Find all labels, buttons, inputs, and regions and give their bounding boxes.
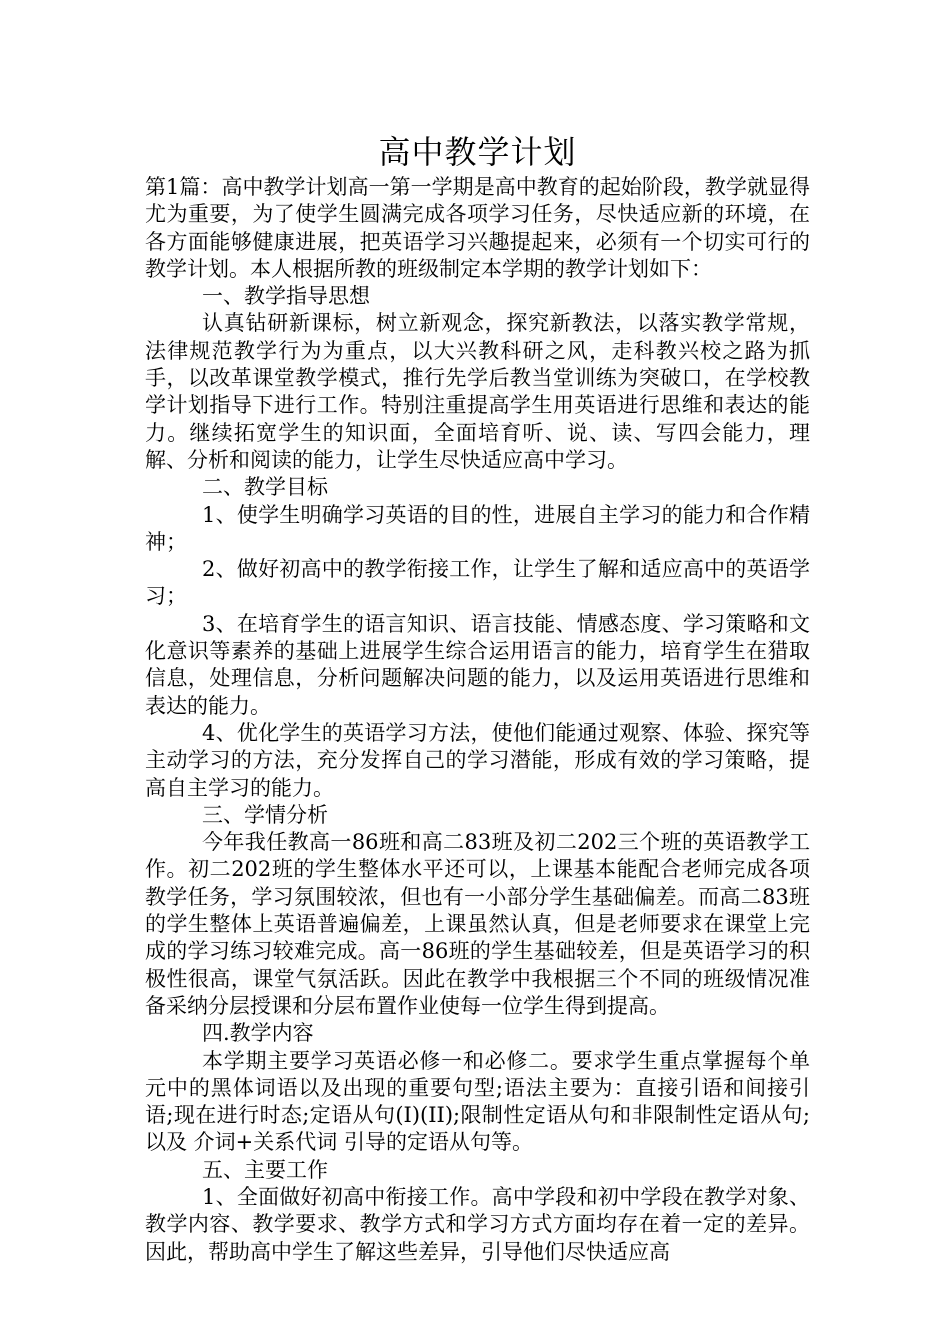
- section-heading: 五、主要工作: [202, 1157, 328, 1182]
- paragraph: 1、全面做好初高中衔接工作。高中学段和初中学段在教学对象、教学内容、教学要求、教学方式和学习方式方面均存在着一定的差异。因此，帮助高中学生了解这些差异，引导他们尽快适应高: [145, 1184, 810, 1264]
- section-heading: 三、学情分析: [202, 802, 328, 827]
- document-page: [145, 130, 810, 1266]
- section-heading: 四.教学内容: [202, 1021, 314, 1046]
- list-item: 4、优化学生的英语学习方法，使他们能通过观察、体验、探究等主动学习的方法，充分发挥自己的学习潜能，形成有效的学习策略，提高自主学习的能力。: [145, 720, 810, 800]
- section-heading: 一、教学指导思想: [202, 284, 370, 309]
- document-title: 高中教学计划: [378, 133, 577, 171]
- document-body: [145, 174, 810, 1266]
- list-item: 1、使学生明确学习英语的目的性，进展自主学习的能力和合作精神；: [145, 502, 810, 554]
- paragraph: 认真钻研新课标，树立新观念，探究新教法，以落实教学常规，法律规范教学行为为重点，以大兴教科研之风，走科教兴校之路为抓手，以改革课堂教学模式，推行先学后教当堂训练为突破口，在学校教学计划指导下进行工作。特别注重提高学生用英语进行思维和表达的能力。继续拓宽学生的知识面，全面培育听、说、读、写四会能力，理解、分析和阅读的能力，让学生尽快适应高中学习。: [145, 311, 810, 472]
- list-item: 2、做好初高中的教学衔接工作，让学生了解和适应高中的英语学习；: [145, 557, 810, 609]
- paragraph: 第1篇：高中教学计划高一第一学期是高中教育的起始阶段，教学就显得尤为重要，为了使学生圆满完成各项学习任务，尽快适应新的环境，在各方面能够健康进展，把英语学习兴趣提起来，必须有一个切实可行的教学计划。本人根据所教的班级制定本学期的教学计划如下：: [145, 175, 810, 281]
- section-heading: 二、教学目标: [202, 475, 328, 500]
- paragraph: 今年我任教高一86班和高二83班及初二202三个班的英语教学工作。初二202班的学生整体水平还可以，上课基本能配合老师完成各项教学任务，学习氛围较浓，但也有一小部分学生基础偏差。而高二83班的学生整体上英语普遍偏差，上课虽然认真，但是老师要求在课堂上完成的学习练习较难完成。高一86班的学生基础较差，但是英语学习的积极性很高，课堂气氛活跃。因此在教学中我根据三个不同的班级情况准备采纳分层授课和分层布置作业使每一位学生得到提高。: [145, 830, 810, 1018]
- list-item: 3、在培育学生的语言知识、语言技能、情感态度、学习策略和文化意识等素养的基础上进展学生综合运用语言的能力，培育学生在猎取信息，处理信息，分析问题解决问题的能力，以及运用英语进行思维和表达的能力。: [145, 611, 810, 718]
- paragraph: 本学期主要学习英语必修一和必修二。要求学生重点掌握每个单元中的黑体词语以及出现的重要句型;语法主要为：直接引语和间接引语;现在进行时态;定语从句(I)(II);限制性定语从句和非限制性定语从句;以及 介词+关系代词 引导的定语从句等。: [145, 1048, 810, 1155]
